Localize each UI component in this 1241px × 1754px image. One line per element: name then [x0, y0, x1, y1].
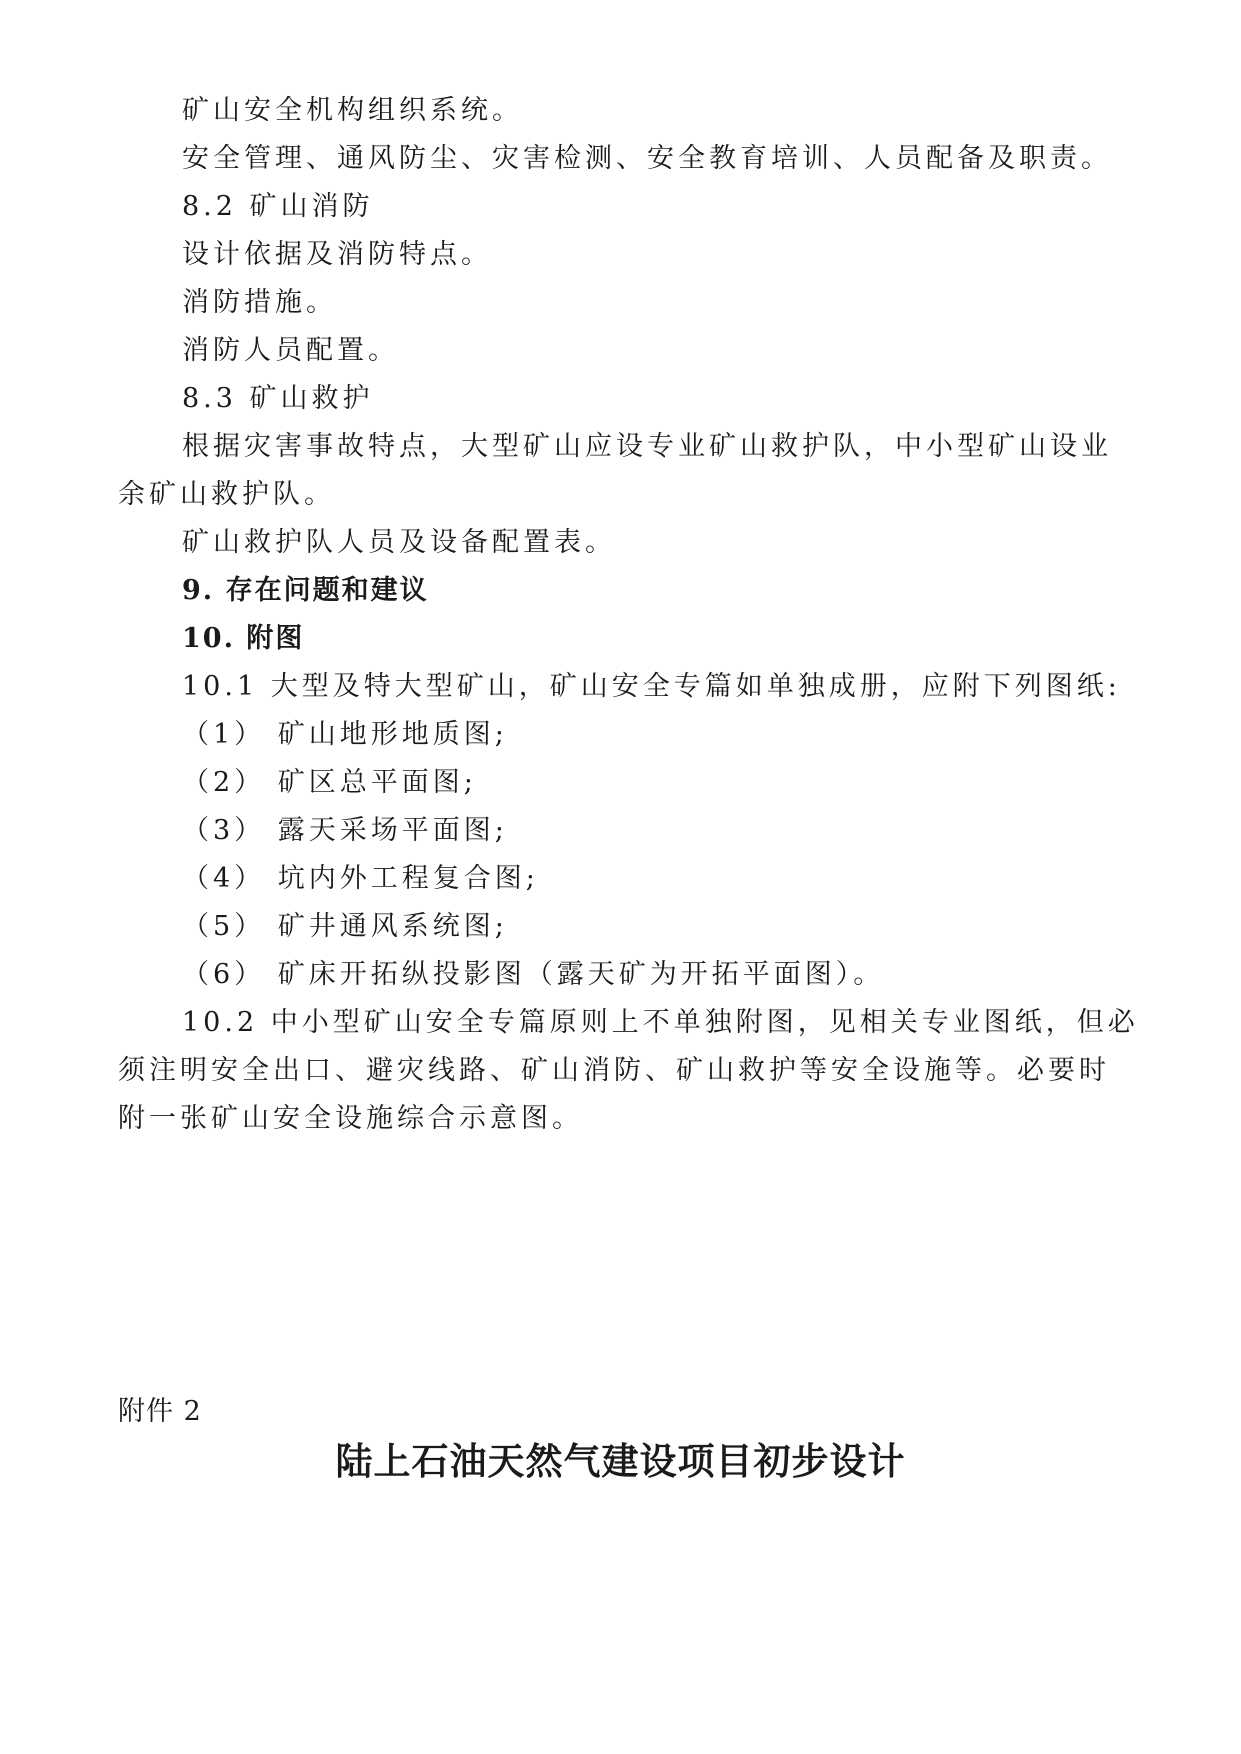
text-line: 附一张矿山安全设施综合示意图。: [118, 1103, 583, 1134]
text-line: 10.2 中小型矿山安全专篇原则上不单独附图，见相关专业图纸，但必: [182, 1007, 1139, 1038]
text-line: 余矿山救护队。: [118, 479, 335, 510]
text-line: 须注明安全出口、避灾线路、矿山消防、矿山救护等安全设施等。必要时: [118, 1055, 1110, 1086]
list-item: （6） 矿床开拓纵投影图（露天矿为开拓平面图）。: [182, 959, 885, 990]
text-line: 10.1 大型及特大型矿山，矿山安全专篇如单独成册，应附下列图纸:: [182, 671, 1121, 702]
section-heading-8-2: 8.2 矿山消防: [182, 191, 374, 222]
section-heading-9: 9. 存在问题和建议: [182, 575, 429, 606]
section-heading-10: 10. 附图: [182, 623, 305, 654]
list-item: （3） 露天采场平面图;: [182, 815, 508, 846]
list-item: （1） 矿山地形地质图;: [182, 719, 508, 750]
list-item: （5） 矿井通风系统图;: [182, 911, 508, 942]
section-heading-8-3: 8.3 矿山救护: [182, 383, 374, 414]
text-line: 安全管理、通风防尘、灾害检测、安全教育培训、人员配备及职责。: [182, 143, 1112, 174]
text-line: 根据灾害事故特点，大型矿山应设专业矿山救护队，中小型矿山设业: [182, 431, 1112, 462]
attachment-label: 附件 2: [118, 1396, 202, 1427]
text-line: 矿山安全机构组织系统。: [182, 95, 523, 126]
text-line: 消防措施。: [182, 287, 337, 318]
text-line: 消防人员配置。: [182, 335, 399, 366]
text-line: 矿山救护队人员及设备配置表。: [182, 527, 616, 558]
list-item: （4） 坑内外工程复合图;: [182, 863, 539, 894]
list-item: （2） 矿区总平面图;: [182, 767, 477, 798]
attachment-title: 陆上石油天然气建设项目初步设计: [335, 1439, 906, 1483]
text-line: 设计依据及消防特点。: [182, 239, 492, 270]
